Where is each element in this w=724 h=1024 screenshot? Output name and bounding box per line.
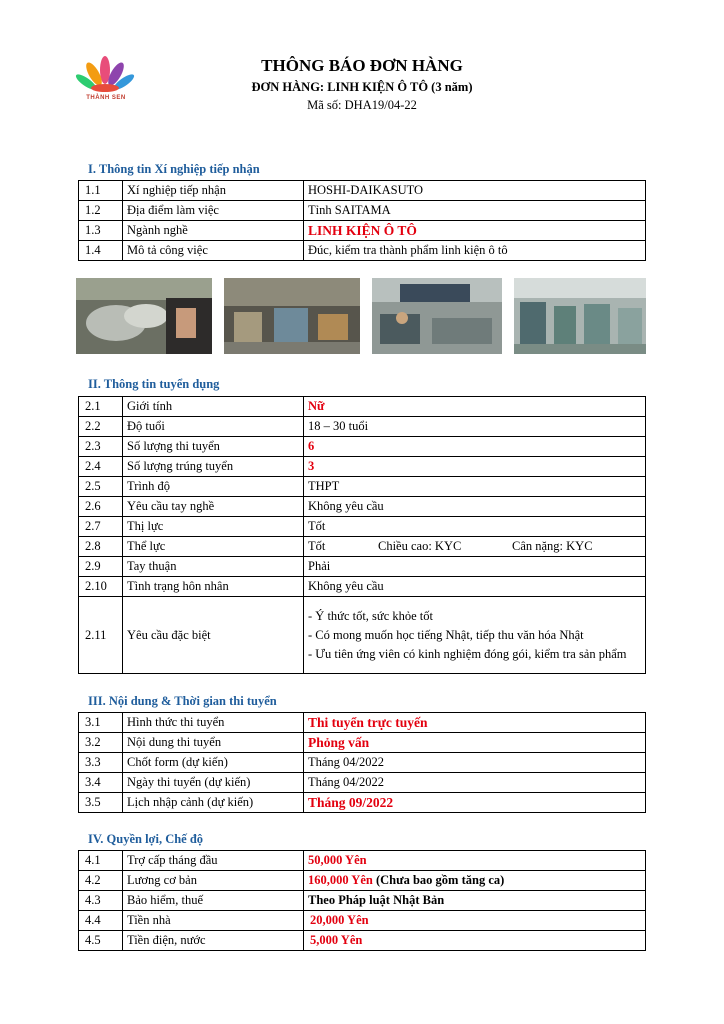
row-number: 4.1 [79, 851, 123, 871]
row-label: Lương cơ bản [123, 871, 304, 891]
row-number: 3.4 [79, 773, 123, 793]
table-row [79, 417, 646, 437]
row-label: Hình thức thi tuyển [123, 713, 304, 733]
row-label: Số lượng trúng tuyển [123, 457, 304, 477]
row-label: Thể lực [123, 537, 304, 557]
section-2-table [78, 396, 646, 674]
row-value: Thi tuyển trực tuyến [304, 713, 646, 733]
row-value: Tháng 09/2022 [304, 793, 646, 813]
row-label: Giới tính [123, 397, 304, 417]
row-value: 18 – 30 tuổi [304, 417, 646, 437]
table-row [79, 181, 646, 201]
row-label: Tình trạng hôn nhân [123, 577, 304, 597]
table-row [79, 577, 646, 597]
row-label: Bảo hiểm, thuế [123, 891, 304, 911]
row-value: Phỏng vấn [304, 733, 646, 753]
row-label: Trình độ [123, 477, 304, 497]
row-label: Địa điểm làm việc [123, 201, 304, 221]
row-value: Không yêu cầu [304, 497, 646, 517]
row-value: 20,000 Yên [304, 911, 646, 931]
row-value-group [304, 537, 646, 557]
fitness-value: Tốt [308, 539, 326, 553]
row-number: 1.1 [79, 181, 123, 201]
factory-photo-2 [224, 278, 360, 354]
table-row [79, 773, 646, 793]
row-number: 4.5 [79, 931, 123, 951]
table-row [79, 911, 646, 931]
row-value: 50,000 Yên [304, 851, 646, 871]
table-row [79, 397, 646, 417]
row-label: Tiền điện, nước [123, 931, 304, 951]
row-number: 1.2 [79, 201, 123, 221]
table-row [79, 557, 646, 577]
row-number: 1.4 [79, 241, 123, 261]
row-value: Nữ [304, 397, 646, 417]
section-4-title: IV. Quyền lợi, Chế độ [88, 832, 204, 846]
section-3-table [78, 712, 646, 813]
section-2-title: II. Thông tin tuyển dụng [88, 377, 220, 391]
row-label: Ngày thi tuyển (dự kiến) [123, 773, 304, 793]
section-4-table [78, 850, 646, 951]
row-value: HOSHI-DAIKASUTO [304, 181, 646, 201]
table-row [79, 871, 646, 891]
section-1-title: I. Thông tin Xí nghiệp tiếp nhận [88, 162, 260, 176]
factory-photo-1 [76, 278, 212, 354]
table-row [79, 497, 646, 517]
row-label: Yêu cầu tay nghề [123, 497, 304, 517]
table-row [79, 597, 646, 674]
page-title: THÔNG BÁO ĐƠN HÀNG [261, 56, 463, 75]
order-code: Mã số: DHA19/04-22 [307, 98, 417, 112]
table-row [79, 733, 646, 753]
row-label: Số lượng thi tuyển [123, 437, 304, 457]
table-row [79, 241, 646, 261]
row-label: Tay thuận [123, 557, 304, 577]
requirement-line: - Ưu tiên ứng viên có kinh nghiệm đóng gói, kiểm tra sản phẩm [308, 646, 627, 661]
row-number: 2.11 [79, 597, 123, 674]
row-value: 6 [304, 437, 646, 457]
row-value: Theo Pháp luật Nhật Bản [304, 891, 646, 911]
row-label: Trợ cấp tháng đầu [123, 851, 304, 871]
row-number: 4.3 [79, 891, 123, 911]
row-value: Tỉnh SAITAMA [304, 201, 646, 221]
logo-text: THÀNH SEN [86, 95, 126, 101]
row-number: 3.5 [79, 793, 123, 813]
row-value-group [304, 871, 646, 891]
requirement-line: - Ý thức tốt, sức khỏe tốt [308, 608, 433, 623]
table-row [79, 713, 646, 733]
factory-photos [76, 278, 646, 354]
requirement-line: - Có mong muốn học tiếng Nhật, tiếp thu văn hóa Nhật [308, 627, 584, 642]
row-number: 2.5 [79, 477, 123, 497]
row-number: 2.10 [79, 577, 123, 597]
row-number: 2.9 [79, 557, 123, 577]
row-label: Độ tuổi [123, 417, 304, 437]
row-number: 3.1 [79, 713, 123, 733]
row-label: Ngành nghề [123, 221, 304, 241]
row-label: Xí nghiệp tiếp nhận [123, 181, 304, 201]
section-1-table [78, 180, 646, 261]
row-value: Đúc, kiểm tra thành phẩm linh kiện ô tô [304, 241, 646, 261]
row-value: Phải [304, 557, 646, 577]
salary-value: 160,000 Yên [308, 873, 373, 887]
row-number: 2.6 [79, 497, 123, 517]
row-value: Tốt [304, 517, 646, 537]
row-number: 4.4 [79, 911, 123, 931]
row-number: 3.3 [79, 753, 123, 773]
section-3-title: III. Nội dung & Thời gian thi tuyển [88, 694, 277, 708]
row-number: 2.3 [79, 437, 123, 457]
weight-requirement: Cân nặng: KYC [512, 539, 593, 553]
table-row [79, 221, 646, 241]
row-label: Yêu cầu đặc biệt [123, 597, 304, 674]
table-row [79, 753, 646, 773]
table-row [79, 891, 646, 911]
table-row [79, 201, 646, 221]
row-value: Tháng 04/2022 [304, 753, 646, 773]
salary-note: (Chưa bao gồm tăng ca) [375, 873, 505, 887]
factory-photo-3 [372, 278, 502, 354]
row-label: Thị lực [123, 517, 304, 537]
row-value: 5,000 Yên [304, 931, 646, 951]
table-row [79, 851, 646, 871]
table-row [79, 793, 646, 813]
row-number: 2.2 [79, 417, 123, 437]
row-label: Mô tả công việc [123, 241, 304, 261]
table-row [79, 457, 646, 477]
row-value: LINH KIỆN Ô TÔ [304, 221, 646, 241]
row-label: Lịch nhập cảnh (dự kiến) [123, 793, 304, 813]
row-value: Tháng 04/2022 [304, 773, 646, 793]
row-number: 4.2 [79, 871, 123, 891]
height-requirement: Chiều cao: KYC [378, 539, 462, 553]
row-number: 2.1 [79, 397, 123, 417]
row-number: 2.7 [79, 517, 123, 537]
table-row [79, 931, 646, 951]
special-requirements [304, 597, 646, 674]
row-label: Tiền nhà [123, 911, 304, 931]
table-row [79, 517, 646, 537]
table-row [79, 437, 646, 457]
factory-photo-4 [514, 278, 646, 354]
table-row [79, 537, 646, 557]
row-number: 2.8 [79, 537, 123, 557]
row-number: 1.3 [79, 221, 123, 241]
row-label: Chốt form (dự kiến) [123, 753, 304, 773]
row-number: 3.2 [79, 733, 123, 753]
order-subtitle: ĐƠN HÀNG: LINH KIỆN Ô TÔ (3 năm) [251, 80, 473, 94]
table-row [79, 477, 646, 497]
row-value: Không yêu cầu [304, 577, 646, 597]
row-label: Nội dung thi tuyển [123, 733, 304, 753]
row-number: 2.4 [79, 457, 123, 477]
row-value: THPT [304, 477, 646, 497]
row-value: 3 [304, 457, 646, 477]
